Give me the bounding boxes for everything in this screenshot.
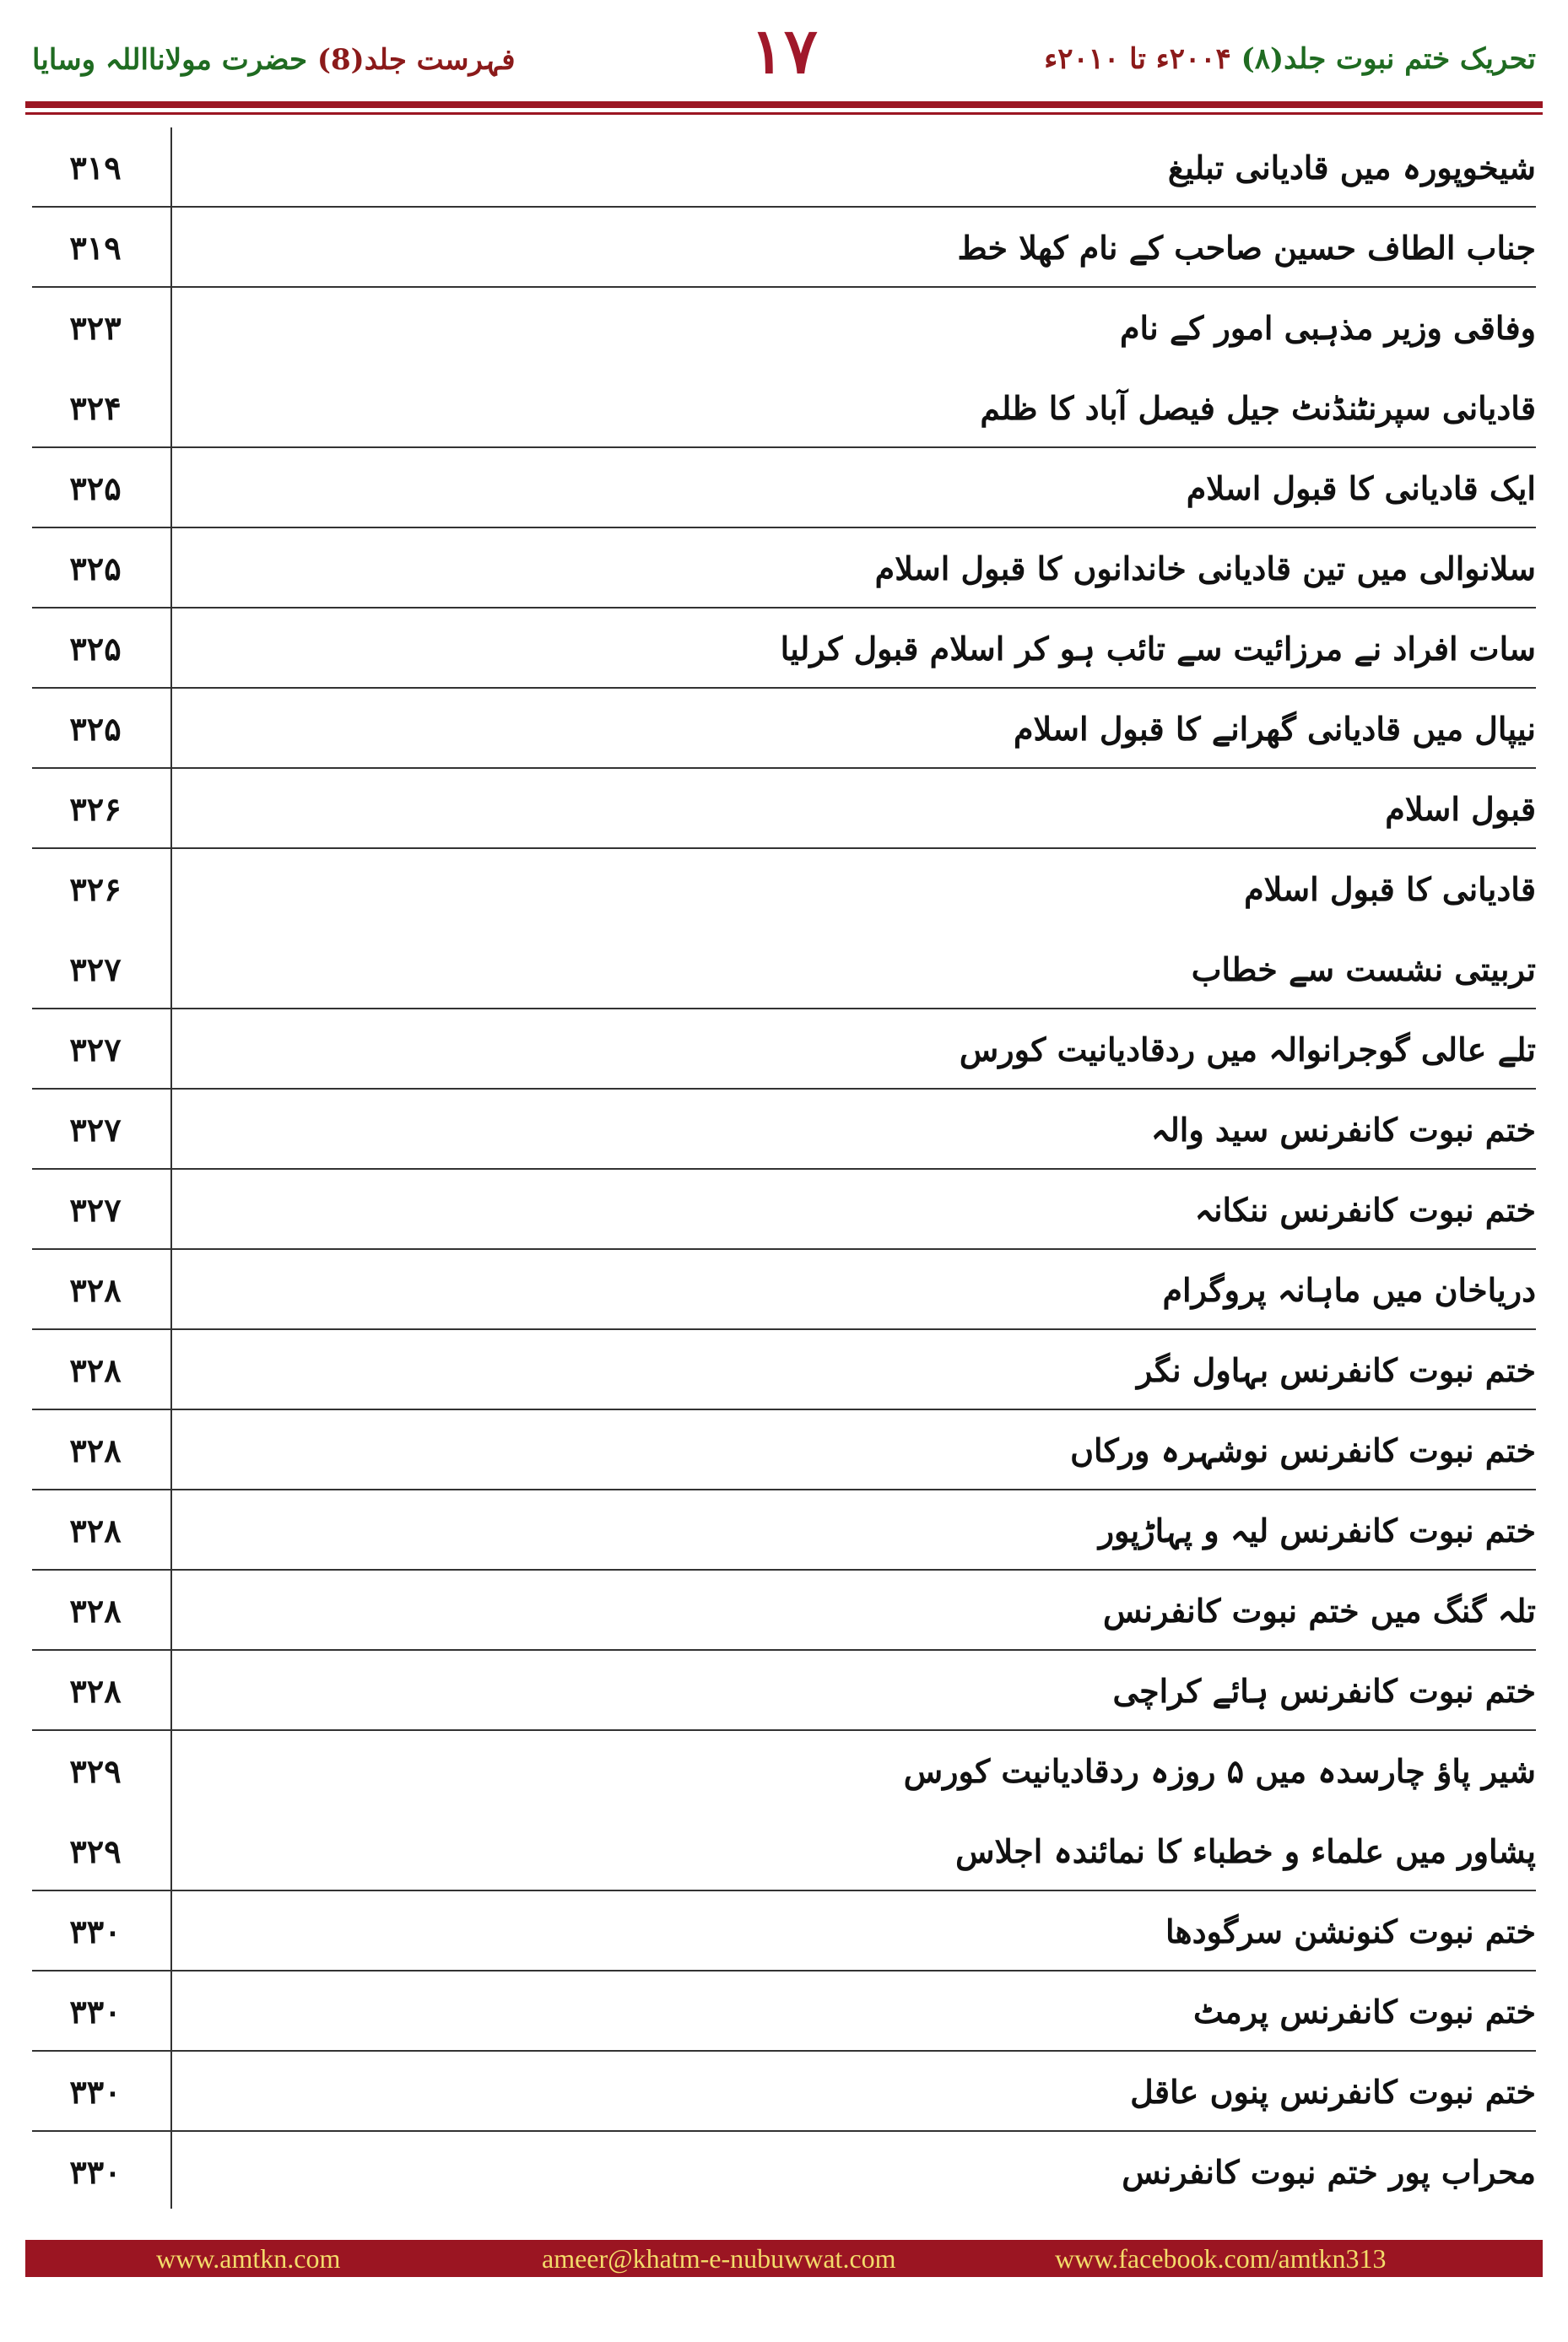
entry-title: تربیتی نشست سے خطاب <box>1191 950 1536 988</box>
entry-page-number: ۳۱۹ <box>69 229 122 267</box>
table-row <box>32 448 1536 528</box>
contents-table <box>32 127 1536 2209</box>
entry-title: ختم نبوت کانفرنس پرمٹ <box>1192 1993 1536 2031</box>
table-row <box>32 1571 1536 1651</box>
contents-rows <box>32 127 1536 2209</box>
entry-page-number: ۳۳۰ <box>69 1912 122 1950</box>
entry-title: ختم نبوت کانفرنس سید والہ <box>1150 1111 1536 1149</box>
table-row <box>32 1971 1536 2052</box>
table-row <box>32 1170 1536 1250</box>
table-row <box>32 1090 1536 1170</box>
header-rule-thick <box>25 101 1543 108</box>
entry-page-number: ۳۱۹ <box>69 149 122 187</box>
entry-page-number: ۳۲۵ <box>69 710 122 748</box>
entry-title: محراب پور ختم نبوت کانفرنس <box>1122 2153 1536 2191</box>
entry-page-number: ۳۲۵ <box>69 630 122 668</box>
page-header <box>0 0 1568 101</box>
entry-title: قادیانی سپرنٹنڈنٹ جیل فیصل آباد کا ظلم <box>980 389 1536 427</box>
table-row <box>32 2052 1536 2132</box>
table-row <box>32 368 1536 448</box>
table-row <box>32 849 1536 929</box>
series-name: تحریک ختم نبوت جلد(۸) <box>1241 42 1536 76</box>
entry-title: قبول اسلام <box>1385 790 1536 828</box>
entry-page-number: ۳۲۷ <box>69 1030 122 1068</box>
table-row <box>32 1651 1536 1731</box>
footer-website-link[interactable]: www.amtkn.com <box>156 2243 341 2274</box>
entry-title: ختم نبوت کانفرنس ننکانہ <box>1194 1191 1536 1229</box>
entry-page-number: ۳۳۰ <box>69 1993 122 2031</box>
entry-page-number: ۳۲۴ <box>69 389 122 427</box>
entry-page-number: ۳۳۰ <box>69 2073 122 2111</box>
volume-info <box>32 42 515 77</box>
entry-page-number: ۳۲۷ <box>69 1111 122 1149</box>
table-row <box>32 1490 1536 1571</box>
author-name: حضرت مولانااللہ وسایا <box>32 43 308 77</box>
table-row <box>32 288 1536 368</box>
table-row <box>32 1811 1536 1891</box>
entry-page-number: ۳۲۷ <box>69 950 122 988</box>
entry-page-number: ۳۳۰ <box>69 2153 122 2191</box>
entry-title: سلانوالی میں تین قادیانی خاندانوں کا قبول اسلام <box>874 549 1536 587</box>
entry-title: تلہ گنگ میں ختم نبوت کانفرنس <box>1102 1592 1536 1630</box>
entry-page-number: ۳۲۵ <box>69 549 122 587</box>
entry-title: ختم نبوت کانفرنس پنوں عاقل <box>1130 2073 1536 2111</box>
entry-page-number: ۳۲۸ <box>69 1271 122 1309</box>
footer-email-link[interactable]: ameer@khatm-e-nubuwwat.com <box>542 2243 896 2274</box>
entry-page-number: ۳۲۸ <box>69 1351 122 1389</box>
table-row <box>32 769 1536 849</box>
entry-page-number: ۳۲۸ <box>69 1672 122 1710</box>
entry-page-number: ۳۲۹ <box>69 1752 122 1790</box>
entry-title: ختم نبوت کانفرنس ہائے کراچی <box>1112 1672 1536 1710</box>
entry-page-number: ۳۲۵ <box>69 469 122 507</box>
entry-title: تلے عالی گوجرانوالہ میں ردقادیانیت کورس <box>959 1030 1536 1068</box>
page-number: ۱۷ <box>750 15 818 88</box>
entry-title: سات افراد نے مرزائیت سے تائب ہو کر اسلام قبول کرلیا <box>780 630 1536 668</box>
table-row <box>32 1330 1536 1410</box>
table-row <box>32 528 1536 608</box>
entry-page-number: ۳۲۳ <box>69 309 122 347</box>
entry-page-number: ۳۲۸ <box>69 1592 122 1630</box>
table-row <box>32 1250 1536 1330</box>
table-row <box>32 1731 1536 1811</box>
entry-title: ختم نبوت کانفرنس لیہ و پہاڑپور <box>1098 1512 1536 1550</box>
table-row <box>32 2132 1536 2212</box>
index-label: فہرست جلد(8) <box>316 43 516 77</box>
entry-page-number: ۳۲۶ <box>69 870 122 908</box>
entry-title: وفاقی وزیر مذہبی امور کے نام <box>1120 309 1536 347</box>
table-row <box>32 127 1536 208</box>
entry-title: ایک قادیانی کا قبول اسلام <box>1186 469 1536 507</box>
entry-title: دریاخان میں ماہانہ پروگرام <box>1162 1271 1536 1309</box>
year-range: ۲۰۰۴ء تا ۲۰۱۰ء <box>1044 42 1231 76</box>
header-rule-thin <box>25 112 1543 115</box>
footer-facebook-link[interactable]: www.facebook.com/amtkn313 <box>1055 2243 1387 2274</box>
entry-title: ختم نبوت کانفرنس نوشہرہ ورکاں <box>1070 1431 1536 1469</box>
entry-page-number: ۳۲۸ <box>69 1431 122 1469</box>
entry-title: پشاور میں علماء و خطباء کا نمائندہ اجلاس <box>955 1832 1536 1870</box>
entry-page-number: ۳۲۶ <box>69 790 122 828</box>
table-row <box>32 208 1536 288</box>
entry-title: قادیانی کا قبول اسلام <box>1244 870 1536 908</box>
entry-page-number: ۳۲۷ <box>69 1191 122 1229</box>
entry-title: شیر پاؤ چارسدہ میں ۵ روزہ ردقادیانیت کورس <box>903 1752 1536 1790</box>
table-row <box>32 608 1536 689</box>
entry-title: جناب الطاف حسین صاحب کے نام کھلا خط <box>957 229 1536 267</box>
entry-title: شیخوپورہ میں قادیانی تبلیغ <box>1167 149 1536 187</box>
table-row <box>32 689 1536 769</box>
table-row <box>32 1410 1536 1490</box>
table-row <box>32 1891 1536 1971</box>
table-row <box>32 929 1536 1009</box>
entry-title: نیپال میں قادیانی گھرانے کا قبول اسلام <box>1013 710 1536 748</box>
table-row <box>32 1009 1536 1090</box>
page-footer <box>25 2240 1543 2277</box>
entry-page-number: ۳۲۹ <box>69 1832 122 1870</box>
entry-title: ختم نبوت کانفرنس بہاول نگر <box>1137 1351 1536 1389</box>
entry-page-number: ۳۲۸ <box>69 1512 122 1550</box>
entry-title: ختم نبوت کنونشن سرگودھا <box>1165 1912 1536 1950</box>
